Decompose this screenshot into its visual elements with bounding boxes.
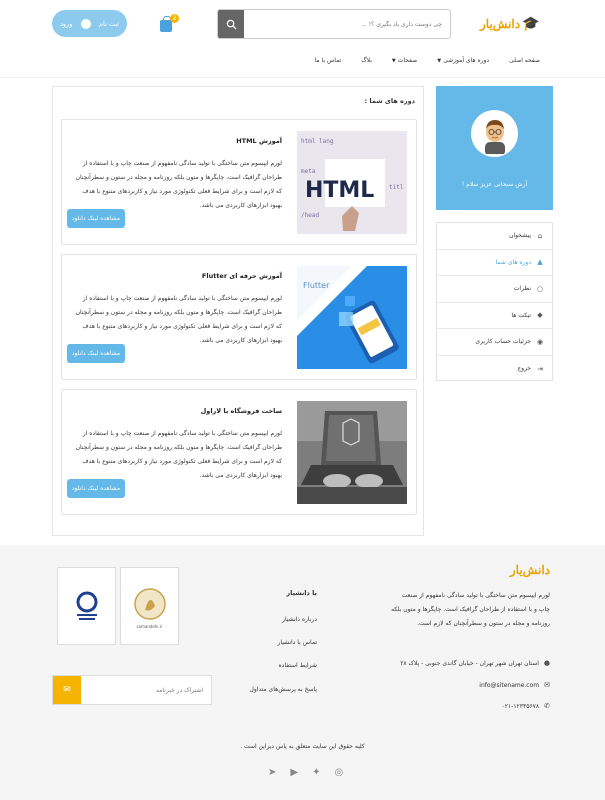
menu-item-tickets[interactable] bbox=[437, 303, 552, 330]
envelope-icon: ✉ bbox=[63, 685, 71, 695]
menu-item-label: جزئیات حساب کاربری bbox=[475, 338, 531, 346]
svg-text:titl: titl bbox=[389, 184, 404, 191]
home-icon: ⌂ bbox=[537, 231, 543, 240]
course-description: لورم ایپسوم متن ساختگی با تولید سادگی نامفهوم از صنعت چاپ و با استفاده از طراحان گرافیک است. چاپگرها و متون بلکه روزنامه و مجله در ستون و سطرآنچنان که لازم است و برای شرایط فعلی تکنولوژی مورد نیاز و کاربردهای متنوع با هدف بهبود ابزارهای کاربردی می باشد. bbox=[75, 160, 282, 209]
graduation-cap-icon: 🎓 bbox=[522, 16, 540, 32]
footer-phone bbox=[390, 702, 550, 710]
menu-item-logout[interactable] bbox=[437, 356, 552, 383]
menu-item-label: تیکت ها bbox=[511, 311, 531, 319]
course-title: ساخت فروشگاه با لاراول bbox=[200, 407, 282, 415]
telegram-icon[interactable]: ➤ bbox=[268, 767, 277, 778]
avatar bbox=[471, 110, 518, 157]
course-description: لورم ایپسوم متن ساختگی با تولید سادگی نامفهوم از صنعت چاپ و با استفاده از طراحان گرافیک است. چاپگرها و متون بلکه روزنامه و مجله در ستون و سطرآنچنان که لازم است و برای شرایط فعلی تکنولوژی مورد نیاز و کاربردهای متنوع با هدف بهبود ابزارهای کاربردی می باشد. bbox=[75, 295, 282, 344]
logo-text: دانش‌یار bbox=[480, 17, 521, 31]
footer-links-title: با دانشیار bbox=[286, 589, 317, 597]
search-icon bbox=[226, 19, 237, 30]
footer-link-about[interactable]: درباره دانشیار bbox=[282, 616, 317, 623]
newsletter-form bbox=[52, 675, 212, 705]
course-thumbnail-html[interactable] bbox=[297, 131, 407, 234]
menu-item-comments[interactable] bbox=[437, 276, 552, 303]
address-text: استان تهران شهر تهران - خیابان گاندی جنوبی - پلاک ۲۸ bbox=[400, 659, 539, 667]
view-download-link-button[interactable]: مشاهده لینک دانلود bbox=[67, 344, 125, 363]
footer-link-contact[interactable]: تماس با دانشیار bbox=[277, 639, 317, 646]
site-logo[interactable] bbox=[480, 11, 550, 37]
instagram-icon[interactable]: ◎ bbox=[334, 767, 344, 778]
search-button[interactable] bbox=[218, 10, 244, 38]
html-thumbnail-text: HTML bbox=[305, 178, 375, 203]
account-menu bbox=[436, 222, 553, 381]
main-nav bbox=[315, 57, 540, 64]
nav-item-pages[interactable] bbox=[392, 57, 417, 64]
chevron-down-icon: ▼ bbox=[437, 58, 442, 64]
samandehi-label: samandehi.ir bbox=[136, 623, 163, 629]
samandehi-seal-icon bbox=[133, 584, 167, 624]
footer-logo[interactable]: دانش‌یار bbox=[509, 563, 550, 577]
enamad-logo-icon bbox=[70, 586, 104, 626]
course-thumbnail-flutter[interactable] bbox=[297, 266, 407, 369]
nav-item-home[interactable] bbox=[509, 57, 540, 64]
avatar-illustration bbox=[475, 114, 515, 154]
twitter-icon[interactable]: ✦ bbox=[312, 767, 321, 778]
phone-text: ۰۲۱-۱۲۳۴۵۶۷۸ bbox=[501, 702, 540, 710]
user-icon: ◉ bbox=[536, 337, 544, 346]
footer-address bbox=[390, 659, 550, 667]
course-card bbox=[61, 389, 417, 515]
newsletter-submit-button[interactable] bbox=[53, 676, 81, 704]
menu-item-label: خروج bbox=[517, 365, 531, 373]
html-thumbnail-image bbox=[297, 131, 407, 234]
sign-out-icon: ⇥ bbox=[537, 364, 543, 373]
course-thumbnail-laravel[interactable] bbox=[297, 401, 407, 504]
envelope-icon: ✉ bbox=[544, 681, 550, 689]
course-card bbox=[61, 254, 417, 380]
map-marker-icon: ● bbox=[543, 659, 550, 667]
menu-item-my-courses[interactable] bbox=[437, 250, 552, 277]
cart-button[interactable] bbox=[158, 14, 178, 36]
cart-count-badge: 2 bbox=[170, 14, 179, 23]
footer-email bbox=[390, 681, 550, 689]
menu-item-label: دوره های شما bbox=[495, 258, 531, 266]
auth-separator bbox=[81, 19, 91, 29]
phone-icon: ✆ bbox=[544, 702, 550, 710]
menu-item-label: نظرات bbox=[513, 285, 531, 293]
page-title: دوره های شما : bbox=[364, 97, 415, 105]
flutter-thumbnail-text: Flutter bbox=[303, 281, 330, 290]
svg-text:html lang: html lang bbox=[301, 138, 334, 145]
footer-link-faq[interactable]: پاسخ به پرسش‌های متداول bbox=[249, 686, 317, 693]
youtube-icon[interactable]: ▶ bbox=[290, 767, 299, 778]
register-link[interactable]: ثبت نام bbox=[98, 19, 119, 28]
footer-about-text: لورم ایپسوم متن ساختگی با تولید سادگی نامفهوم از صنعت چاپ و با استفاده از طراحان گرافیک است. چاپگرها و متون بلکه روزنامه و مجله در ستون و سطرآنچنان که لازم است. bbox=[391, 592, 550, 627]
samandehi-badge[interactable] bbox=[120, 567, 179, 645]
nav-label: دوره های آموزشی bbox=[443, 57, 490, 64]
svg-text:/head: /head bbox=[301, 212, 320, 219]
course-title: آموزش HTML bbox=[236, 137, 282, 145]
view-download-link-button[interactable]: مشاهده لینک دانلود bbox=[67, 209, 125, 228]
menu-item-dashboard[interactable] bbox=[437, 223, 552, 250]
site-footer bbox=[0, 545, 605, 800]
menu-item-label: پیشخوان bbox=[509, 232, 531, 240]
social-links bbox=[268, 767, 343, 778]
nav-label: صفحات bbox=[397, 57, 418, 64]
shopping-bag-icon bbox=[160, 20, 172, 32]
laravel-thumbnail-image bbox=[297, 401, 407, 504]
search-bar bbox=[217, 9, 451, 39]
course-description: لورم ایپسوم متن ساختگی با تولید سادگی نامفهوم از صنعت چاپ و با استفاده از طراحان گرافیک است. چاپگرها و متون بلکه روزنامه و مجله در ستون و سطرآنچنان که لازم است و برای شرایط فعلی تکنولوژی مورد نیاز و کاربردهای متنوع با هدف بهبود ابزارهای کاربردی می باشد. bbox=[75, 430, 282, 479]
site-header bbox=[0, 0, 605, 78]
tag-icon: ◆ bbox=[537, 311, 543, 320]
view-download-link-button[interactable]: مشاهده لینک دانلود bbox=[67, 479, 125, 498]
nav-label: صفحه اصلی bbox=[509, 57, 540, 64]
svg-text:meta: meta bbox=[301, 168, 316, 175]
graduation-cap-icon: ▲ bbox=[537, 258, 543, 267]
search-input[interactable] bbox=[244, 10, 450, 38]
nav-item-courses[interactable] bbox=[437, 57, 489, 64]
login-link[interactable]: ورود bbox=[60, 19, 73, 28]
email-text[interactable]: info@sitename.com bbox=[479, 681, 540, 689]
flutter-thumbnail-image bbox=[297, 266, 407, 369]
enamad-badge[interactable] bbox=[57, 567, 116, 645]
comment-icon: ○ bbox=[536, 284, 544, 293]
newsletter-input[interactable] bbox=[81, 676, 211, 704]
copyright-text: کلیه حقوق این سایت متعلق به پاس دیراین است . bbox=[240, 743, 365, 750]
auth-pill bbox=[52, 10, 127, 37]
nav-item-blog[interactable] bbox=[361, 57, 372, 64]
profile-card bbox=[436, 86, 553, 210]
nav-label: بلاگ bbox=[361, 57, 372, 64]
menu-item-account-details[interactable] bbox=[437, 329, 552, 356]
footer-link-terms[interactable]: شرایط استفاده bbox=[278, 662, 317, 669]
nav-label: تماس با ما bbox=[314, 57, 342, 64]
my-courses-panel bbox=[52, 86, 424, 536]
chevron-down-icon: ▼ bbox=[391, 58, 396, 64]
nav-item-contact[interactable] bbox=[315, 57, 342, 64]
course-title: آموزش حرفه ای Flutter bbox=[201, 272, 282, 280]
course-card bbox=[61, 119, 417, 245]
profile-greeting: آرش سبحانی عزیز سلام ! bbox=[461, 181, 528, 188]
